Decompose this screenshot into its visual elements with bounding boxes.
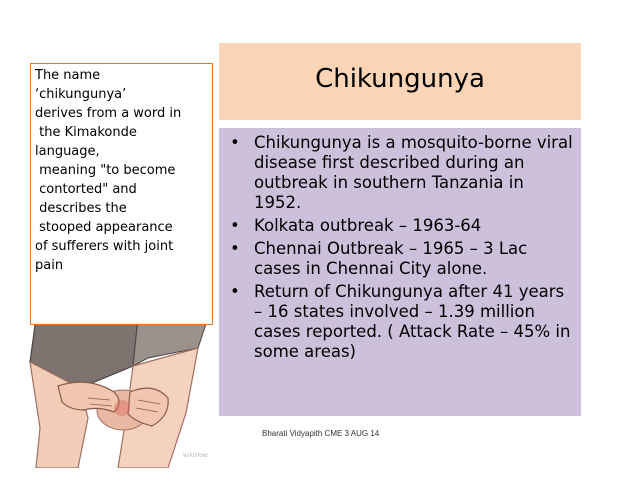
bullet-item bbox=[230, 216, 575, 236]
bullet-text: Kolkata outbreak – 1963-64 bbox=[254, 216, 482, 235]
note-line: describes the bbox=[35, 201, 127, 216]
bullet-panel bbox=[219, 128, 581, 416]
note-line: stooped appearance bbox=[35, 220, 173, 235]
bullet-item bbox=[230, 133, 575, 213]
note-line: The name bbox=[35, 68, 101, 83]
note-line: ‘chikungunya’ bbox=[35, 87, 127, 102]
note-line: derives from a word in bbox=[35, 106, 182, 121]
bullet-dot: • bbox=[230, 133, 240, 152]
watermark: wikiHow bbox=[183, 452, 208, 459]
note-line: contorted" and bbox=[35, 182, 137, 197]
bullet-dot: • bbox=[230, 282, 240, 301]
note-line: pain bbox=[35, 258, 64, 273]
bullet-text: Chikungunya is a mosquito-borne viral disease first described during an outbreak in southern Tanzania in 1952. bbox=[254, 133, 573, 212]
slide-title: Chikungunya bbox=[315, 64, 485, 94]
bullet-item bbox=[230, 282, 575, 362]
bullet-list bbox=[230, 133, 575, 365]
slide-footer: Bharati Vidyapith CME 3 AUG 14 bbox=[262, 429, 380, 438]
note-line: language, bbox=[35, 144, 100, 159]
bullet-item bbox=[230, 239, 575, 279]
bullet-dot: • bbox=[230, 216, 240, 235]
note-line: the Kimakonde bbox=[35, 125, 137, 140]
bullet-text: Chennai Outbreak – 1965 – 3 Lac cases in Chennai City alone. bbox=[254, 239, 528, 278]
sidebar-note bbox=[30, 63, 213, 325]
note-line: meaning "to become bbox=[35, 163, 176, 178]
bullet-text: Return of Chikungunya after 41 years – 16 states involved – 1.39 million cases reported. ( Attack Rate – 45% in some areas) bbox=[254, 282, 571, 361]
knee-pain-illustration bbox=[18, 318, 218, 468]
title-band bbox=[219, 43, 581, 120]
bullet-dot: • bbox=[230, 239, 240, 258]
knee-image bbox=[18, 318, 218, 468]
note-line: of sufferers with joint bbox=[35, 239, 174, 254]
